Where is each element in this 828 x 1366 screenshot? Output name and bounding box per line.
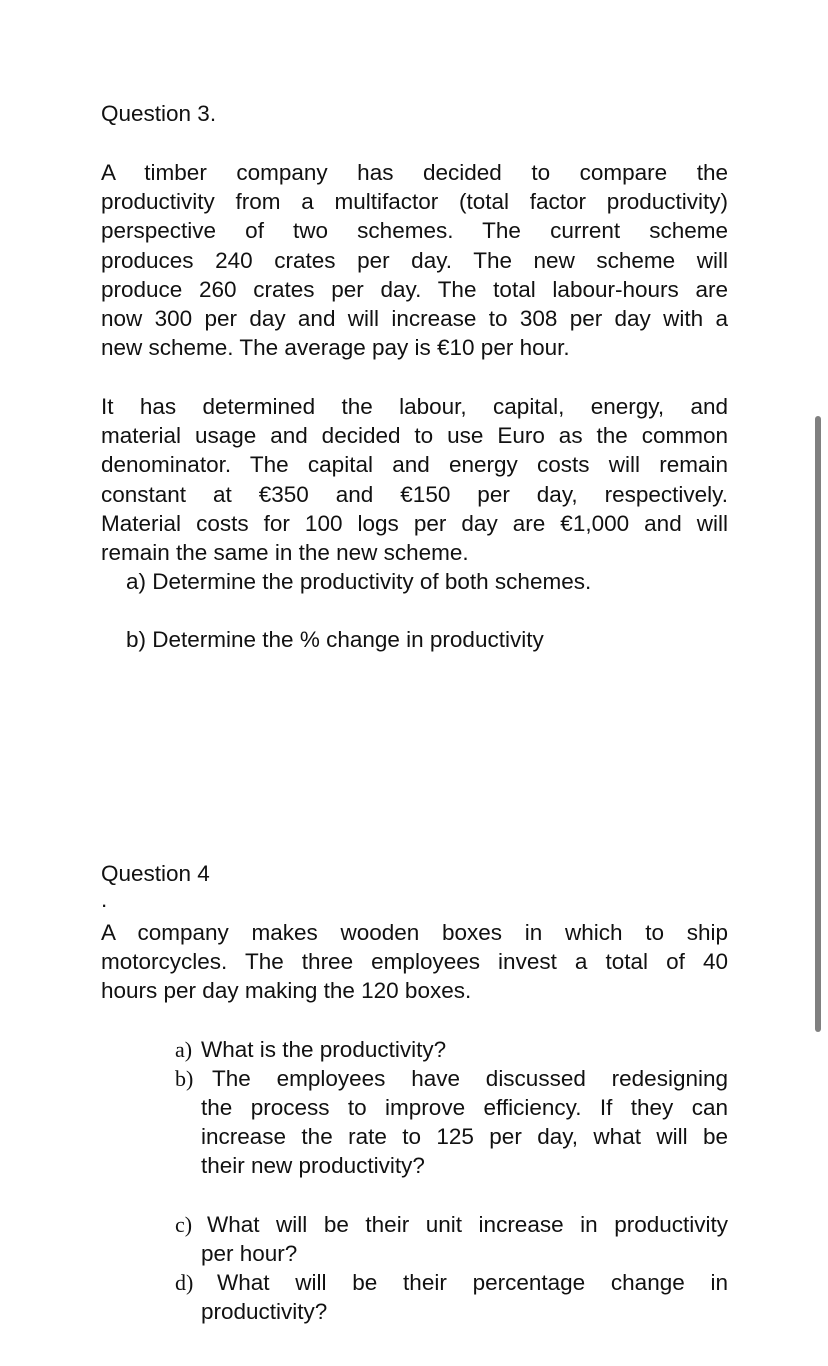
text-line: denominator. The capital and energy costs will remain	[101, 452, 728, 478]
question-4-paragraph	[101, 918, 728, 1006]
text-line: What will be their unit increase in productivity	[207, 1212, 728, 1237]
text-line: constant at €350 and €150 per day, respectively.	[101, 481, 728, 507]
list-marker: d)	[175, 1270, 194, 1295]
text-line: the process to improve efficiency. If they can	[201, 1095, 728, 1120]
question-4-part-d	[201, 1297, 728, 1326]
text-line: motorcycles. The three employees invest a total of 40	[101, 949, 728, 975]
question-3-title: Question 3.	[101, 101, 217, 126]
question-4-part-b	[201, 1093, 728, 1181]
text-line: hours per day making the 120 boxes.	[101, 978, 472, 1004]
text-line: per hour?	[201, 1241, 298, 1266]
text-line: What is the productivity?	[201, 1037, 447, 1062]
list-marker: b)	[175, 1066, 194, 1091]
text-line: produce 260 crates per day. The total labour-hours are	[101, 276, 728, 302]
stray-dot: .	[101, 887, 108, 912]
text-line: their new productivity?	[201, 1153, 425, 1179]
text-line: The employees have discussed redesigning	[212, 1066, 728, 1091]
text-line: produces 240 crates per day. The new scheme will	[101, 247, 728, 273]
text-line: A company makes wooden boxes in which to ship	[101, 920, 728, 945]
question-4-part-d-first	[217, 1268, 728, 1297]
question-4-part-c-first	[207, 1210, 728, 1239]
question-3-paragraph-2	[101, 392, 728, 567]
text-line: It has determined the labour, capital, energy, and	[101, 394, 728, 419]
text-line: remain the same in the new scheme.	[101, 539, 469, 565]
text-line: A timber company has decided to compare the	[101, 160, 728, 185]
text-line: What will be their percentage change in	[217, 1270, 728, 1295]
question-4-part-b-first	[212, 1064, 728, 1093]
question-3-part-a: a) Determine the productivity of both schemes.	[126, 569, 592, 594]
text-line: Material costs for 100 logs per day are €1,000 and will	[101, 510, 728, 536]
question-3-paragraph-1	[101, 158, 728, 362]
text-line: new scheme. The average pay is €10 per hour.	[101, 335, 570, 361]
text-line: perspective of two schemes. The current scheme	[101, 218, 728, 244]
list-marker: c)	[175, 1212, 193, 1237]
text-line: increase the rate to 125 per day, what will be	[201, 1124, 728, 1150]
vertical-scrollbar[interactable]	[815, 416, 821, 1032]
text-line: material usage and decided to use Euro as the common	[101, 423, 728, 449]
question-3-part-b: b) Determine the % change in productivity	[126, 627, 544, 652]
text-line: productivity?	[201, 1299, 328, 1324]
question-4-part-c	[201, 1239, 728, 1268]
text-line: productivity from a multifactor (total factor productivity)	[101, 189, 728, 215]
question-4-part-a	[201, 1035, 728, 1064]
list-marker: a)	[175, 1037, 193, 1062]
text-line: now 300 per day and will increase to 308 per day with a	[101, 305, 728, 331]
question-4-title: Question 4	[101, 861, 210, 886]
